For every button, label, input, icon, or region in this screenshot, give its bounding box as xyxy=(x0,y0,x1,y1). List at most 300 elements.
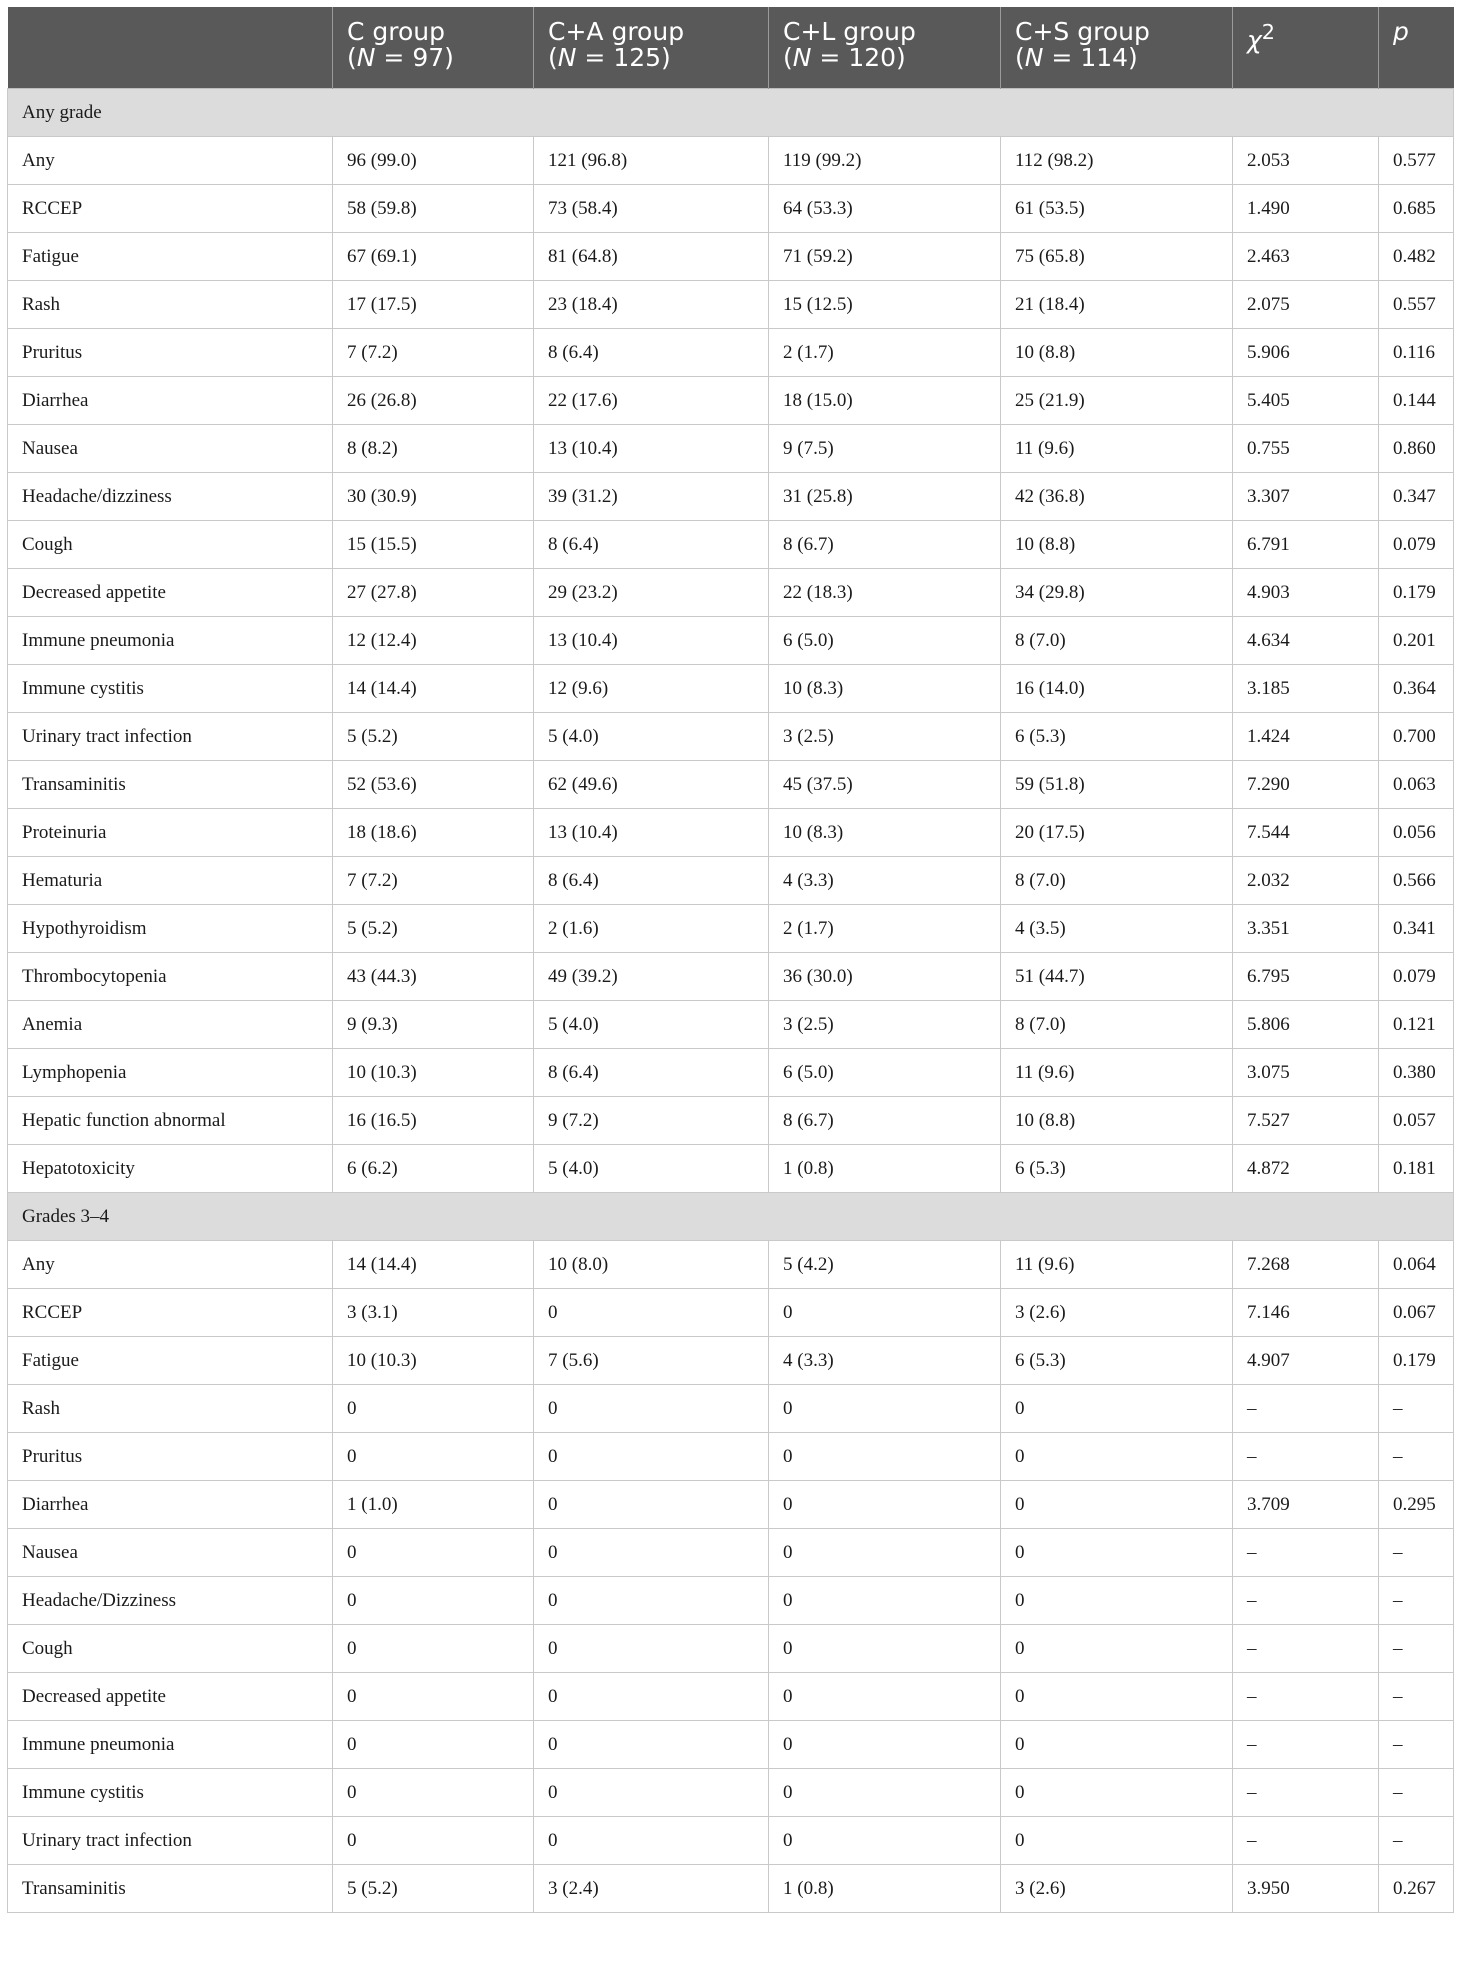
group-n: 114 xyxy=(1080,43,1129,72)
cell-c-group: 18 (18.6) xyxy=(333,809,534,857)
cell-p-value: – xyxy=(1379,1433,1454,1481)
cell-event: Rash xyxy=(8,281,333,329)
cell-cs-group: 25 (21.9) xyxy=(1001,377,1233,425)
table-row xyxy=(8,137,1454,185)
cell-chi-square: 4.872 xyxy=(1233,1145,1379,1193)
cell-cl-group: 0 xyxy=(769,1481,1001,1529)
header-cell-ca-group: C+A group (N = 125) xyxy=(534,7,769,89)
cell-event: Pruritus xyxy=(8,1433,333,1481)
cell-chi-square: – xyxy=(1233,1625,1379,1673)
cell-cs-group: 75 (65.8) xyxy=(1001,233,1233,281)
cell-chi-square: – xyxy=(1233,1721,1379,1769)
cell-c-group: 14 (14.4) xyxy=(333,665,534,713)
cell-chi-square: 6.791 xyxy=(1233,521,1379,569)
cell-c-group: 3 (3.1) xyxy=(333,1289,534,1337)
n-equals: = xyxy=(375,43,413,72)
cell-cs-group: 0 xyxy=(1001,1577,1233,1625)
cell-cs-group: 8 (7.0) xyxy=(1001,1001,1233,1049)
cell-cl-group: 2 (1.7) xyxy=(769,905,1001,953)
header-cell-c-group: C group (N = 97) xyxy=(333,7,534,89)
cell-cl-group: 119 (99.2) xyxy=(769,137,1001,185)
cell-ca-group: 0 xyxy=(534,1481,769,1529)
table-row xyxy=(8,713,1454,761)
cell-cs-group: 8 (7.0) xyxy=(1001,617,1233,665)
cell-cl-group: 1 (0.8) xyxy=(769,1865,1001,1913)
cell-ca-group: 9 (7.2) xyxy=(534,1097,769,1145)
cell-c-group: 0 xyxy=(333,1625,534,1673)
cell-event: Immune cystitis xyxy=(8,1769,333,1817)
cell-p-value: 0.179 xyxy=(1379,1337,1454,1385)
cell-cl-group: 0 xyxy=(769,1673,1001,1721)
cell-event: Transaminitis xyxy=(8,761,333,809)
cell-event: Fatigue xyxy=(8,233,333,281)
cell-cs-group: 6 (5.3) xyxy=(1001,1145,1233,1193)
table-row xyxy=(8,521,1454,569)
cell-event: Immune cystitis xyxy=(8,665,333,713)
cell-c-group: 0 xyxy=(333,1721,534,1769)
cell-c-group: 30 (30.9) xyxy=(333,473,534,521)
cell-chi-square: 4.903 xyxy=(1233,569,1379,617)
cell-cl-group: 0 xyxy=(769,1385,1001,1433)
table-row xyxy=(8,1577,1454,1625)
chi-superscript: 2 xyxy=(1261,20,1276,44)
table-row xyxy=(8,425,1454,473)
cell-ca-group: 0 xyxy=(534,1385,769,1433)
cell-cl-group: 8 (6.7) xyxy=(769,1097,1001,1145)
cell-chi-square: – xyxy=(1233,1529,1379,1577)
table-row xyxy=(8,1529,1454,1577)
group-name: C group xyxy=(347,17,446,46)
cell-ca-group: 8 (6.4) xyxy=(534,1049,769,1097)
cell-cl-group: 9 (7.5) xyxy=(769,425,1001,473)
cell-ca-group: 121 (96.8) xyxy=(534,137,769,185)
cell-cl-group: 10 (8.3) xyxy=(769,665,1001,713)
cell-chi-square: 5.906 xyxy=(1233,329,1379,377)
cell-cs-group: 51 (44.7) xyxy=(1001,953,1233,1001)
cell-chi-square: 2.053 xyxy=(1233,137,1379,185)
cell-event: Urinary tract infection xyxy=(8,1817,333,1865)
cell-ca-group: 73 (58.4) xyxy=(534,185,769,233)
cell-cs-group: 0 xyxy=(1001,1625,1233,1673)
cell-event: Hepatotoxicity xyxy=(8,1145,333,1193)
cell-c-group: 27 (27.8) xyxy=(333,569,534,617)
n-label: N xyxy=(792,43,812,72)
cell-chi-square: – xyxy=(1233,1817,1379,1865)
cell-cl-group: 71 (59.2) xyxy=(769,233,1001,281)
cell-chi-square: 2.032 xyxy=(1233,857,1379,905)
cell-c-group: 10 (10.3) xyxy=(333,1049,534,1097)
cell-event: Decreased appetite xyxy=(8,569,333,617)
cell-ca-group: 8 (6.4) xyxy=(534,329,769,377)
table-row xyxy=(8,569,1454,617)
cell-p-value: – xyxy=(1379,1769,1454,1817)
cell-c-group: 52 (53.6) xyxy=(333,761,534,809)
cell-cl-group: 0 xyxy=(769,1577,1001,1625)
cell-event: Hepatic function abnormal xyxy=(8,1097,333,1145)
cell-cs-group: 16 (14.0) xyxy=(1001,665,1233,713)
cell-event: Pruritus xyxy=(8,329,333,377)
cell-cl-group: 6 (5.0) xyxy=(769,1049,1001,1097)
cell-p-value: 0.201 xyxy=(1379,617,1454,665)
cell-chi-square: – xyxy=(1233,1673,1379,1721)
cell-chi-square: – xyxy=(1233,1769,1379,1817)
cell-p-value: – xyxy=(1379,1817,1454,1865)
n-equals: = xyxy=(811,43,849,72)
header-cell-cl-group: C+L group (N = 120) xyxy=(769,7,1001,89)
section-header-row xyxy=(8,1193,1454,1241)
cell-c-group: 7 (7.2) xyxy=(333,329,534,377)
cell-p-value: – xyxy=(1379,1673,1454,1721)
cell-c-group: 14 (14.4) xyxy=(333,1241,534,1289)
cell-ca-group: 5 (4.0) xyxy=(534,713,769,761)
cell-c-group: 5 (5.2) xyxy=(333,713,534,761)
table-row xyxy=(8,1721,1454,1769)
cell-p-value: 0.577 xyxy=(1379,137,1454,185)
table-row xyxy=(8,1385,1454,1433)
table-row xyxy=(8,905,1454,953)
cell-chi-square: 3.185 xyxy=(1233,665,1379,713)
section-title: Any grade xyxy=(8,89,1454,137)
cell-event: Transaminitis xyxy=(8,1865,333,1913)
cell-cs-group: 61 (53.5) xyxy=(1001,185,1233,233)
cell-event: Fatigue xyxy=(8,1337,333,1385)
cell-ca-group: 0 xyxy=(534,1529,769,1577)
cell-c-group: 0 xyxy=(333,1433,534,1481)
cell-cs-group: 42 (36.8) xyxy=(1001,473,1233,521)
cell-event: Anemia xyxy=(8,1001,333,1049)
cell-event: Proteinuria xyxy=(8,809,333,857)
cell-p-value: 0.482 xyxy=(1379,233,1454,281)
cell-ca-group: 62 (49.6) xyxy=(534,761,769,809)
cell-c-group: 67 (69.1) xyxy=(333,233,534,281)
cell-cl-group: 0 xyxy=(769,1529,1001,1577)
cell-cl-group: 6 (5.0) xyxy=(769,617,1001,665)
cell-event: Cough xyxy=(8,521,333,569)
cell-event: Lymphopenia xyxy=(8,1049,333,1097)
cell-chi-square: – xyxy=(1233,1385,1379,1433)
cell-chi-square: 7.544 xyxy=(1233,809,1379,857)
cell-c-group: 6 (6.2) xyxy=(333,1145,534,1193)
cell-event: Hematuria xyxy=(8,857,333,905)
cell-event: Headache/dizziness xyxy=(8,473,333,521)
cell-p-value: 0.267 xyxy=(1379,1865,1454,1913)
cell-cs-group: 0 xyxy=(1001,1817,1233,1865)
cell-chi-square: 7.268 xyxy=(1233,1241,1379,1289)
cell-cs-group: 112 (98.2) xyxy=(1001,137,1233,185)
cell-event: Diarrhea xyxy=(8,1481,333,1529)
cell-cl-group: 0 xyxy=(769,1721,1001,1769)
cell-ca-group: 29 (23.2) xyxy=(534,569,769,617)
cell-chi-square: 4.634 xyxy=(1233,617,1379,665)
cell-event: Cough xyxy=(8,1625,333,1673)
table-row xyxy=(8,1049,1454,1097)
group-name: C+A group xyxy=(548,17,685,46)
cell-cs-group: 0 xyxy=(1001,1769,1233,1817)
cell-cs-group: 59 (51.8) xyxy=(1001,761,1233,809)
cell-cl-group: 0 xyxy=(769,1769,1001,1817)
cell-cs-group: 0 xyxy=(1001,1385,1233,1433)
n-equals: = xyxy=(576,43,614,72)
cell-p-value: 0.557 xyxy=(1379,281,1454,329)
cell-c-group: 5 (5.2) xyxy=(333,905,534,953)
cell-p-value: 0.144 xyxy=(1379,377,1454,425)
cell-cs-group: 0 xyxy=(1001,1433,1233,1481)
table-row xyxy=(8,329,1454,377)
cell-chi-square: 1.424 xyxy=(1233,713,1379,761)
cell-ca-group: 0 xyxy=(534,1625,769,1673)
cell-ca-group: 49 (39.2) xyxy=(534,953,769,1001)
cell-cs-group: 0 xyxy=(1001,1529,1233,1577)
table-row xyxy=(8,473,1454,521)
cell-p-value: 0.685 xyxy=(1379,185,1454,233)
cell-event: Any xyxy=(8,1241,333,1289)
cell-cl-group: 1 (0.8) xyxy=(769,1145,1001,1193)
cell-ca-group: 10 (8.0) xyxy=(534,1241,769,1289)
table-row xyxy=(8,1865,1454,1913)
cell-event: Headache/Dizziness xyxy=(8,1577,333,1625)
cell-c-group: 43 (44.3) xyxy=(333,953,534,1001)
cell-c-group: 1 (1.0) xyxy=(333,1481,534,1529)
cell-c-group: 26 (26.8) xyxy=(333,377,534,425)
table-row xyxy=(8,377,1454,425)
cell-cl-group: 0 xyxy=(769,1625,1001,1673)
cell-ca-group: 5 (4.0) xyxy=(534,1145,769,1193)
cell-cl-group: 15 (12.5) xyxy=(769,281,1001,329)
table-row xyxy=(8,1625,1454,1673)
cell-c-group: 0 xyxy=(333,1817,534,1865)
cell-ca-group: 5 (4.0) xyxy=(534,1001,769,1049)
cell-ca-group: 0 xyxy=(534,1721,769,1769)
cell-p-value: 0.179 xyxy=(1379,569,1454,617)
cell-event: RCCEP xyxy=(8,185,333,233)
cell-p-value: 0.064 xyxy=(1379,1241,1454,1289)
table-row xyxy=(8,233,1454,281)
cell-c-group: 12 (12.4) xyxy=(333,617,534,665)
cell-cl-group: 0 xyxy=(769,1289,1001,1337)
adverse-events-table-container xyxy=(7,7,1453,1913)
cell-cl-group: 3 (2.5) xyxy=(769,1001,1001,1049)
group-n: 120 xyxy=(848,43,897,72)
cell-chi-square: – xyxy=(1233,1433,1379,1481)
n-equals: = xyxy=(1043,43,1081,72)
table-row xyxy=(8,185,1454,233)
cell-ca-group: 2 (1.6) xyxy=(534,905,769,953)
cell-ca-group: 0 xyxy=(534,1433,769,1481)
cell-p-value: 0.860 xyxy=(1379,425,1454,473)
cell-ca-group: 0 xyxy=(534,1769,769,1817)
cell-event: RCCEP xyxy=(8,1289,333,1337)
cell-event: Decreased appetite xyxy=(8,1673,333,1721)
cell-p-value: 0.181 xyxy=(1379,1145,1454,1193)
cell-event: Rash xyxy=(8,1385,333,1433)
cell-cs-group: 11 (9.6) xyxy=(1001,425,1233,473)
cell-cl-group: 22 (18.3) xyxy=(769,569,1001,617)
cell-chi-square: 7.146 xyxy=(1233,1289,1379,1337)
cell-event: Urinary tract infection xyxy=(8,713,333,761)
cell-c-group: 0 xyxy=(333,1673,534,1721)
cell-chi-square: 3.075 xyxy=(1233,1049,1379,1097)
table-row xyxy=(8,1145,1454,1193)
cell-ca-group: 13 (10.4) xyxy=(534,425,769,473)
cell-c-group: 17 (17.5) xyxy=(333,281,534,329)
header-row xyxy=(8,7,1454,89)
group-name: C+S group xyxy=(1015,17,1150,46)
table-row xyxy=(8,1097,1454,1145)
cell-cl-group: 36 (30.0) xyxy=(769,953,1001,1001)
cell-chi-square: 6.795 xyxy=(1233,953,1379,1001)
header-cell-p-value xyxy=(1379,7,1454,89)
cell-cl-group: 10 (8.3) xyxy=(769,809,1001,857)
cell-c-group: 0 xyxy=(333,1769,534,1817)
cell-ca-group: 0 xyxy=(534,1289,769,1337)
cell-p-value: 0.057 xyxy=(1379,1097,1454,1145)
cell-c-group: 9 (9.3) xyxy=(333,1001,534,1049)
cell-chi-square: 5.806 xyxy=(1233,1001,1379,1049)
section-grades-3-4 xyxy=(8,1193,1454,1913)
cell-p-value: 0.079 xyxy=(1379,521,1454,569)
header-cell-cs-group: C+S group (N = 114) xyxy=(1001,7,1233,89)
section-any-grade xyxy=(8,89,1454,1193)
table-row xyxy=(8,1673,1454,1721)
cell-cl-group: 64 (53.3) xyxy=(769,185,1001,233)
n-label: N xyxy=(356,43,376,72)
cell-ca-group: 3 (2.4) xyxy=(534,1865,769,1913)
cell-cl-group: 2 (1.7) xyxy=(769,329,1001,377)
cell-cs-group: 0 xyxy=(1001,1481,1233,1529)
cell-cs-group: 4 (3.5) xyxy=(1001,905,1233,953)
table-row xyxy=(8,761,1454,809)
cell-cl-group: 0 xyxy=(769,1433,1001,1481)
cell-chi-square: 3.709 xyxy=(1233,1481,1379,1529)
cell-event: Nausea xyxy=(8,425,333,473)
n-label: N xyxy=(557,43,577,72)
group-name: C+L group xyxy=(783,17,916,46)
cell-c-group: 16 (16.5) xyxy=(333,1097,534,1145)
table-row xyxy=(8,665,1454,713)
table-row xyxy=(8,281,1454,329)
cell-ca-group: 23 (18.4) xyxy=(534,281,769,329)
cell-p-value: 0.347 xyxy=(1379,473,1454,521)
cell-c-group: 8 (8.2) xyxy=(333,425,534,473)
cell-p-value: 0.700 xyxy=(1379,713,1454,761)
table-row xyxy=(8,953,1454,1001)
cell-p-value: 0.116 xyxy=(1379,329,1454,377)
cell-event: Diarrhea xyxy=(8,377,333,425)
cell-ca-group: 8 (6.4) xyxy=(534,521,769,569)
cell-p-value: 0.067 xyxy=(1379,1289,1454,1337)
p-symbol: p xyxy=(1393,17,1409,46)
cell-cl-group: 8 (6.7) xyxy=(769,521,1001,569)
cell-c-group: 96 (99.0) xyxy=(333,137,534,185)
cell-p-value: 0.121 xyxy=(1379,1001,1454,1049)
cell-chi-square: 3.307 xyxy=(1233,473,1379,521)
table-row xyxy=(8,1289,1454,1337)
cell-cs-group: 10 (8.8) xyxy=(1001,1097,1233,1145)
section-header-row xyxy=(8,89,1454,137)
cell-c-group: 58 (59.8) xyxy=(333,185,534,233)
cell-ca-group: 39 (31.2) xyxy=(534,473,769,521)
cell-c-group: 5 (5.2) xyxy=(333,1865,534,1913)
table-row xyxy=(8,1433,1454,1481)
cell-c-group: 7 (7.2) xyxy=(333,857,534,905)
section-title: Grades 3–4 xyxy=(8,1193,1454,1241)
cell-cs-group: 10 (8.8) xyxy=(1001,329,1233,377)
cell-cs-group: 34 (29.8) xyxy=(1001,569,1233,617)
cell-cs-group: 10 (8.8) xyxy=(1001,521,1233,569)
cell-chi-square: 1.490 xyxy=(1233,185,1379,233)
cell-chi-square: 5.405 xyxy=(1233,377,1379,425)
table-row xyxy=(8,1481,1454,1529)
cell-event: Thrombocytopenia xyxy=(8,953,333,1001)
table-row xyxy=(8,857,1454,905)
cell-p-value: 0.079 xyxy=(1379,953,1454,1001)
table-row xyxy=(8,1817,1454,1865)
cell-event: Hypothyroidism xyxy=(8,905,333,953)
cell-event: Immune pneumonia xyxy=(8,617,333,665)
cell-ca-group: 8 (6.4) xyxy=(534,857,769,905)
cell-p-value: 0.341 xyxy=(1379,905,1454,953)
table-row xyxy=(8,809,1454,857)
cell-p-value: – xyxy=(1379,1385,1454,1433)
cell-ca-group: 13 (10.4) xyxy=(534,809,769,857)
table-row xyxy=(8,1337,1454,1385)
cell-p-value: – xyxy=(1379,1625,1454,1673)
cell-p-value: 0.380 xyxy=(1379,1049,1454,1097)
cell-ca-group: 0 xyxy=(534,1577,769,1625)
table-row xyxy=(8,617,1454,665)
cell-p-value: 0.566 xyxy=(1379,857,1454,905)
cell-cs-group: 3 (2.6) xyxy=(1001,1289,1233,1337)
cell-p-value: 0.295 xyxy=(1379,1481,1454,1529)
header-cell-chi-square xyxy=(1233,7,1379,89)
table-row xyxy=(8,1241,1454,1289)
cell-ca-group: 7 (5.6) xyxy=(534,1337,769,1385)
cell-chi-square: 3.351 xyxy=(1233,905,1379,953)
cell-cl-group: 0 xyxy=(769,1817,1001,1865)
cell-cs-group: 20 (17.5) xyxy=(1001,809,1233,857)
table-header xyxy=(8,7,1454,89)
cell-cl-group: 5 (4.2) xyxy=(769,1241,1001,1289)
cell-cl-group: 18 (15.0) xyxy=(769,377,1001,425)
cell-p-value: – xyxy=(1379,1577,1454,1625)
cell-c-group: 10 (10.3) xyxy=(333,1337,534,1385)
cell-cl-group: 4 (3.3) xyxy=(769,857,1001,905)
cell-ca-group: 0 xyxy=(534,1673,769,1721)
cell-cl-group: 4 (3.3) xyxy=(769,1337,1001,1385)
cell-ca-group: 81 (64.8) xyxy=(534,233,769,281)
cell-c-group: 0 xyxy=(333,1529,534,1577)
cell-cs-group: 11 (9.6) xyxy=(1001,1049,1233,1097)
adverse-events-table xyxy=(7,7,1454,1913)
cell-c-group: 15 (15.5) xyxy=(333,521,534,569)
cell-p-value: – xyxy=(1379,1721,1454,1769)
cell-p-value: 0.063 xyxy=(1379,761,1454,809)
cell-event: Any xyxy=(8,137,333,185)
cell-ca-group: 0 xyxy=(534,1817,769,1865)
cell-cs-group: 0 xyxy=(1001,1721,1233,1769)
cell-chi-square: 2.463 xyxy=(1233,233,1379,281)
cell-chi-square: 0.755 xyxy=(1233,425,1379,473)
cell-p-value: 0.056 xyxy=(1379,809,1454,857)
cell-c-group: 0 xyxy=(333,1385,534,1433)
cell-ca-group: 22 (17.6) xyxy=(534,377,769,425)
cell-chi-square: 7.527 xyxy=(1233,1097,1379,1145)
cell-p-value: – xyxy=(1379,1529,1454,1577)
cell-cs-group: 6 (5.3) xyxy=(1001,1337,1233,1385)
cell-cs-group: 21 (18.4) xyxy=(1001,281,1233,329)
cell-cs-group: 0 xyxy=(1001,1673,1233,1721)
cell-cs-group: 11 (9.6) xyxy=(1001,1241,1233,1289)
